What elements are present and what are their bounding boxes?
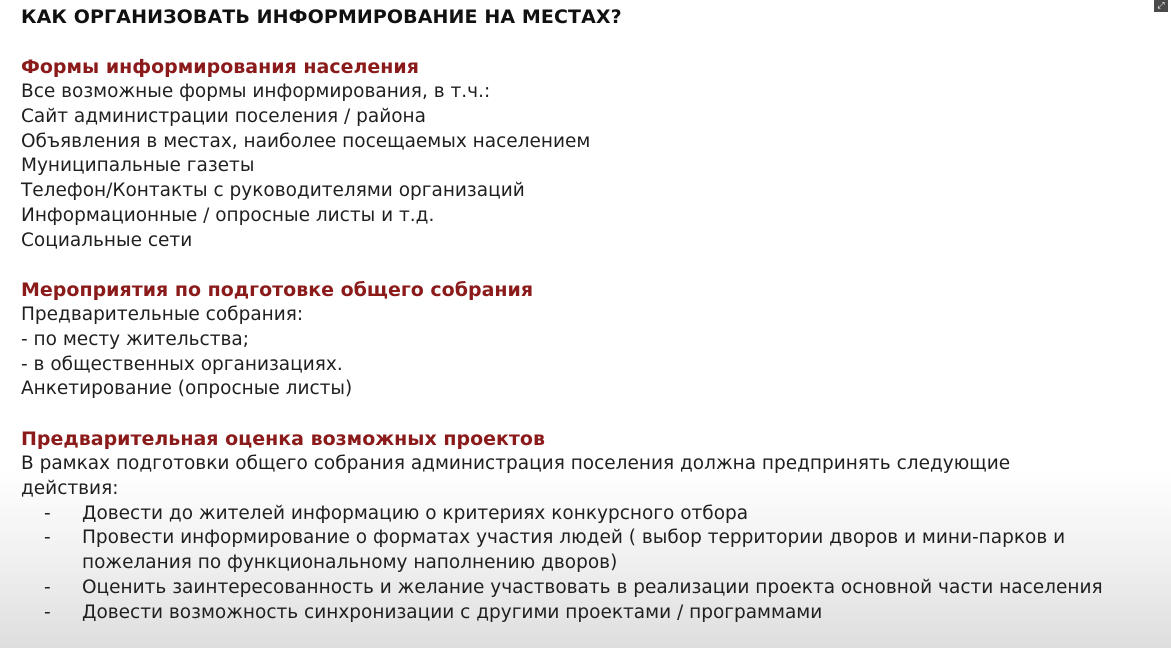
section-meeting-preparation [21, 278, 1161, 402]
section-heading: Предварительная оценка возможных проектов [21, 428, 546, 450]
text-line: Анкетирование (опросные листы) [21, 378, 353, 400]
text-line: Телефон/Контакты с руководителями организаций [21, 180, 525, 202]
bullet-marker: - [44, 576, 51, 598]
section-heading: Формы информирования населения [21, 56, 419, 78]
section-heading: Мероприятия по подготовке общего собрания [21, 279, 534, 301]
list-item-text: Довести возможность синхронизации с другими проектами / программами [82, 601, 823, 623]
bullet-marker: - [44, 502, 51, 524]
list-item-text: Провести информирование о форматах участия людей ( выбор территории дворов и мини-парков и пожелания по функциональному наполнению дворов) [82, 527, 1066, 574]
bullet-marker: - [44, 527, 51, 549]
list-item [21, 601, 1152, 626]
section-information-forms [21, 55, 1161, 254]
bullet-marker: - [44, 601, 51, 623]
text-line: Объявления в местах, наиболее посещаемых населением [21, 130, 591, 152]
list-item [21, 502, 1152, 527]
list-item [21, 576, 1152, 601]
fullscreen-icon[interactable]: ⤢ [1154, 0, 1168, 12]
list-item [21, 526, 1152, 576]
action-list [21, 502, 1161, 626]
text-line: - по месту жительства; [21, 328, 249, 350]
page-title: КАК ОРГАНИЗОВАТЬ ИНФОРМИРОВАНИЕ НА МЕСТАХ? [21, 6, 622, 28]
text-line: Муниципальные газеты [21, 155, 255, 177]
list-item-text: Довести до жителей информацию о критериях конкурсного отбора [82, 502, 749, 524]
text-line: - в общественных организациях. [21, 353, 343, 375]
section-project-assessment [21, 427, 1161, 626]
text-line: Информационные / опросные листы и т.д. [21, 204, 435, 226]
text-line: Все возможные формы информирования, в т.ч.: [21, 81, 491, 102]
text-line: Социальные сети [21, 229, 193, 251]
intro-paragraph: В рамках подготовки общего собрания администрация поселения должна предпринять следующие действия: [21, 453, 1011, 499]
text-line: Сайт администрации поселения / района [21, 105, 426, 127]
text-line: Предварительные собрания: [21, 304, 304, 325]
list-item-text: Оценить заинтересованность и желание участвовать в реализации проекта основной части населения [82, 576, 1103, 598]
